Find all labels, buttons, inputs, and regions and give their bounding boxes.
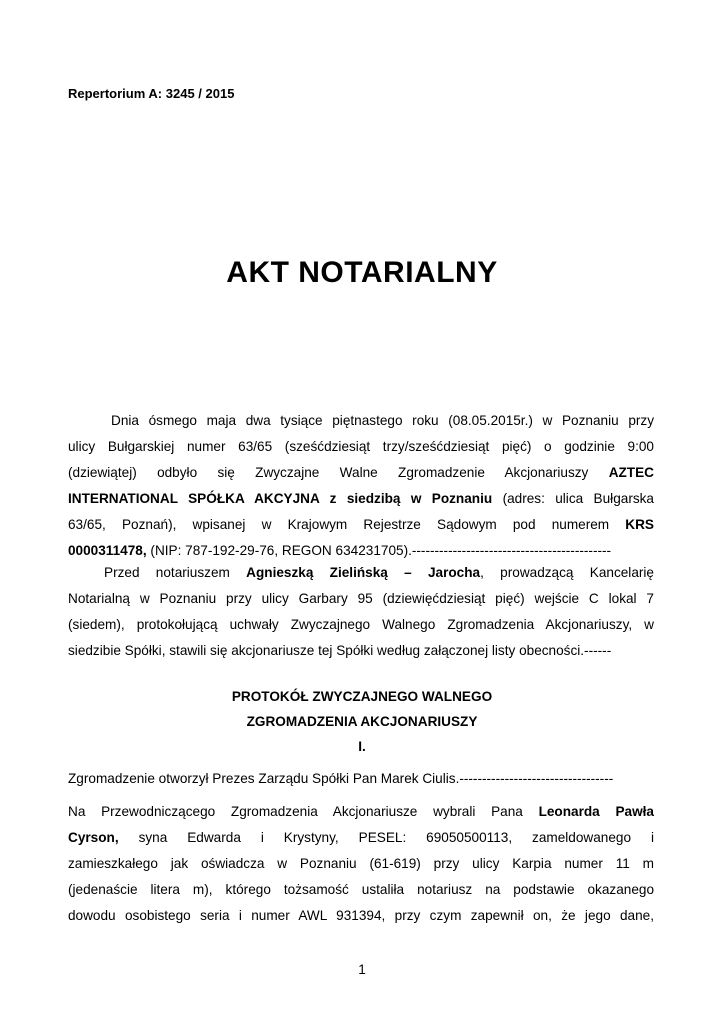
paragraph-line (68, 825, 654, 851)
notary-name: Agnieszką Zielińską – Jarocha (246, 565, 481, 580)
document-title: AKT NOTARIALNY (226, 256, 498, 289)
paragraph-opening-meeting (68, 766, 654, 792)
text-span: syna Edwarda i Krystyny, PESEL: 69050500113, zameldowanego i (138, 830, 655, 845)
page-number: 1 (358, 962, 366, 977)
text-span: Przed notariuszem (104, 565, 230, 580)
paragraph-line: Dnia ósmego maja dwa tysiące piętnastego roku (08.05.2015r.) w Poznaniu przy (111, 413, 654, 428)
company-name-part: INTERNATIONAL SPÓŁKA AKCYJNA z siedzibą w Poznaniu (68, 491, 493, 506)
paragraph-opening (68, 408, 654, 564)
paragraph-line (68, 460, 654, 486)
text-span: Na Przewodniczącego Zgromadzenia Akcjonariusze wybrali Pana (68, 804, 523, 819)
text-span: (dziewiątej) odbyło się Zwyczajne Walne Zgromadzenie Akcjonariuszy (68, 465, 589, 480)
paragraph-line (68, 486, 654, 512)
paragraph-notary (68, 560, 654, 664)
paragraph-line: ulicy Bułgarskiej numer 63/65 (sześćdziesiąt trzy/sześćdziesiąt pięć) o godzinie 9:00 (68, 439, 654, 454)
paragraph-line: dowodu osobistego seria i numer AWL 931394, przy czym zapewnił on, że jego dane, (68, 908, 654, 923)
text-span: 63/65, Poznań), wpisanej w Krajowym Rejestrze Sądowym pod numerem (68, 517, 610, 532)
paragraph-line: (jedenaście litera m), którego tożsamość ustaliła notariusz na podstawie okazanego (68, 882, 654, 897)
paragraph-line: (siedem), protokołującą uchwały Zwyczajnego Walnego Zgromadzenia Akcjonariuszy, w (68, 617, 654, 632)
company-name-part: AZTEC (608, 465, 654, 480)
krs-number: 0000311478, (68, 543, 147, 558)
paragraph-line (68, 512, 654, 538)
chairman-surname: Cyrson, (68, 830, 119, 845)
chairman-name: Leonarda Pawła (538, 804, 654, 819)
paragraph-line (68, 799, 654, 825)
repertorium-number: Repertorium A: 3245 / 2015 (68, 86, 235, 101)
krs-label: KRS (625, 517, 654, 532)
text-span: (adres: ulica Bułgarska (502, 491, 654, 506)
text-span: , prowadzącą Kancelarię (480, 565, 654, 580)
paragraph-line (68, 560, 654, 586)
paragraph-line: siedzibie Spółki, stawili się akcjonariusze tej Spółki według załączonej listy obecności.------ (68, 643, 612, 658)
paragraph-chairman (68, 799, 654, 929)
paragraph-line: Zgromadzenie otworzył Prezes Zarządu Spółki Pan Marek Ciulis.---------------------------------- (68, 771, 614, 786)
paragraph-line: Notarialną w Poznaniu przy ulicy Garbary 95 (dziewięćdziesiąt pięć) wejście C lokal 7 (68, 591, 654, 606)
section-number: I. (358, 739, 366, 754)
protocol-heading-line2: ZGROMADZENIA AKCJONARIUSZY (246, 714, 478, 729)
protocol-heading-line1: PROTOKÓŁ ZWYCZAJNEGO WALNEGO (231, 689, 493, 704)
text-span: (NIP: 787-192-29-76, REGON 634231705).-------------------------------------------- (150, 543, 612, 558)
paragraph-line: zamieszkałego jak oświadcza w Poznaniu (61-619) przy ulicy Karpia numer 11 m (68, 856, 654, 871)
